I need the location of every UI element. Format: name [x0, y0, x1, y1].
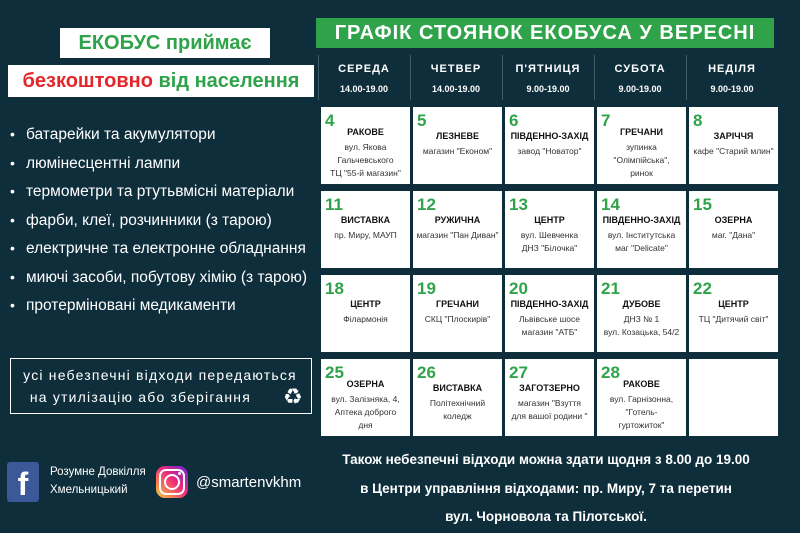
cell-address-line: пр. Миру, МАУП	[334, 230, 397, 240]
list-item-text: протерміновані медикаменти	[26, 297, 236, 314]
day-header	[686, 55, 777, 100]
bullet-icon: •	[10, 126, 15, 142]
cell-address-line: ТЦ "Дитячий світ"	[698, 314, 769, 324]
list-item	[10, 234, 315, 263]
list-item-text: люмінесцентні лампи	[26, 154, 181, 172]
day-name: СУБОТА	[614, 63, 666, 75]
cell-address-line: зупинка	[626, 142, 657, 152]
list-item	[10, 206, 315, 235]
day-name: П'ЯТНИЦЯ	[515, 63, 581, 75]
list-item-text: електричне та електронне обладнання	[26, 240, 306, 257]
cell-district: ГРЕЧАНИ	[620, 127, 663, 137]
schedule-cell	[413, 107, 502, 184]
schedule-cell	[505, 275, 594, 352]
cell-address-line: вул. Якова	[344, 142, 387, 152]
cell-address-line: Політехнічний	[429, 398, 486, 408]
cell-address-line: Гальчевського	[337, 155, 394, 165]
list-item	[10, 149, 315, 178]
cell-date: 26	[417, 363, 436, 382]
cell-date: 11	[325, 195, 343, 214]
schedule-cell	[597, 275, 686, 352]
day-header	[502, 55, 593, 100]
cell-date: 4	[325, 111, 335, 130]
schedule-cell	[689, 107, 778, 184]
day-time: 9.00-19.00	[710, 84, 754, 94]
list-item-text: фарби, клеї, розчинники (з тарою)	[26, 211, 272, 229]
note-line2: на утилізацію або зберігання	[29, 389, 251, 405]
cell-date: 22	[693, 279, 712, 298]
cell-address-line: дня	[358, 420, 373, 430]
cell-district: ОЗЕРНА	[714, 215, 753, 225]
cell-date: 6	[509, 111, 519, 130]
cell-address-line: коледж	[443, 411, 472, 421]
facebook-name-line1: Розумне Довкілля	[50, 466, 146, 478]
bullet-icon: •	[10, 183, 15, 199]
cell-date: 18	[325, 279, 344, 298]
cell-date: 5	[417, 111, 427, 130]
cell-district: ЦЕНТР	[718, 299, 749, 309]
list-item	[10, 291, 315, 320]
cell-address-line: СКЦ "Плоскирів"	[424, 314, 491, 324]
bullet-icon: •	[10, 297, 15, 313]
recycle-icon: ♻	[283, 384, 303, 409]
cell-address-line: ДНЗ № 1	[623, 314, 660, 324]
cell-date: 8	[693, 111, 703, 130]
cell-district: ЦЕНТР	[350, 299, 381, 309]
list-item-text: миючі засоби, побутову хімію (з тарою)	[26, 268, 308, 286]
cell-district: РАКОВЕ	[347, 127, 384, 137]
schedule-cell	[505, 107, 594, 184]
cell-district: ПІВДЕННО-ЗАХІД	[510, 131, 589, 141]
cell-district: ДУБОВЕ	[622, 299, 661, 309]
cell-date: 15	[693, 195, 712, 214]
day-header	[318, 55, 409, 100]
cell-address-line: маг "Delicate"	[615, 243, 668, 253]
accepted-items-list	[10, 120, 315, 320]
schedule-cell	[689, 275, 778, 352]
cell-address-line: завод "Новатор"	[517, 146, 582, 156]
cell-address-line: ДНЗ "Білочка"	[521, 243, 578, 253]
cell-date: 27	[509, 363, 528, 382]
cell-district: ВИСТАВКА	[432, 383, 483, 393]
cell-address-line: магазин "АТБ"	[521, 327, 578, 337]
cell-district: ЛЕЗНЕВЕ	[436, 131, 479, 141]
day-name: ЧЕТВЕР	[430, 63, 482, 75]
instagram-icon[interactable]	[156, 466, 188, 498]
schedule-cell	[321, 107, 410, 184]
schedule-cell	[321, 359, 410, 436]
day-header	[594, 55, 685, 100]
banner-free-red: безкоштовно	[22, 70, 153, 92]
cell-address-line: магазин "Пан Диван"	[416, 230, 499, 240]
disposal-note	[10, 358, 312, 414]
cell-district: ЗАРІЧЧЯ	[713, 131, 754, 141]
schedule-cell	[505, 191, 594, 268]
cell-address-line: кафе "Старий млин"	[693, 146, 774, 156]
cell-address-line: вул. Залізняка, 4,	[331, 394, 400, 404]
footer-line3: вул. Чорновола та Пілотської.	[445, 509, 647, 524]
cell-address-line: Філармонія	[343, 314, 388, 324]
bullet-icon: •	[10, 268, 15, 285]
cell-date: 13	[509, 195, 528, 214]
cell-address-line: вул. Інститутська	[607, 230, 676, 240]
footer-line1: Також небезпечні відходи можна здати щодня з 8.00 до 19.00	[342, 452, 750, 467]
day-header	[410, 55, 501, 100]
cell-address-line: вул. Козацька, 54/2	[603, 327, 680, 337]
cell-district: РАКОВЕ	[623, 379, 660, 389]
cell-date: 28	[601, 363, 620, 382]
cell-address-line: Львівське шосе	[519, 314, 580, 324]
cell-district: ЦЕНТР	[534, 215, 565, 225]
cell-district: РУЖИЧНА	[434, 215, 481, 225]
schedule-cell	[597, 359, 686, 436]
day-time: 9.00-19.00	[526, 84, 570, 94]
cell-address-line: магазин "Економ"	[422, 146, 493, 156]
cell-date: 25	[325, 363, 344, 382]
banner-ekobus: ЕКОБУС приймає	[60, 28, 270, 58]
schedule-cell	[321, 275, 410, 352]
cell-address-line: маг. "Дана"	[711, 230, 756, 240]
list-item-text: термометри та ртутьвмісні матеріали	[26, 183, 295, 200]
cell-date: 20	[509, 279, 528, 298]
cell-address-line: "Готель-	[625, 407, 658, 417]
schedule-cell	[597, 191, 686, 268]
list-item-text: батарейки та акумулятори	[26, 126, 216, 143]
schedule-cell	[321, 191, 410, 268]
cell-address-line: вул. Шевченка	[520, 230, 579, 240]
cell-district: ГРЕЧАНИ	[436, 299, 479, 309]
cell-address-line: ринок	[630, 168, 653, 178]
banner-free-green: від населення	[158, 70, 300, 92]
list-item	[10, 177, 315, 206]
schedule-title: ГРАФІК СТОЯНОК ЕКОБУСА У ВЕРЕСНІ	[316, 18, 774, 48]
cell-date: 14	[601, 195, 620, 214]
cell-address-line: вул. Гарнізонна,	[609, 394, 674, 404]
cell-address-line: магазин "Взуття	[518, 398, 581, 408]
cell-address-line: Аптека доброго	[334, 407, 397, 417]
bullet-icon: •	[10, 240, 15, 256]
schedule-cell	[413, 191, 502, 268]
bullet-icon: •	[10, 154, 15, 171]
cell-district: ПІВДЕННО-ЗАХІД	[510, 299, 589, 309]
facebook-name-line2: Хмельницький	[50, 484, 128, 496]
list-item	[10, 120, 315, 149]
facebook-icon[interactable]: f	[7, 462, 39, 502]
cell-date: 19	[417, 279, 436, 298]
cell-address-line: гуртожиток"	[618, 420, 665, 430]
day-time: 14.00-19.00	[431, 84, 481, 94]
cell-address-line: "Олімпійська",	[613, 155, 670, 165]
schedule-cell	[689, 359, 778, 436]
day-time: 14.00-19.00	[339, 84, 389, 94]
schedule-cell	[413, 275, 502, 352]
cell-date: 7	[601, 111, 611, 130]
cell-address-line: ТЦ "55-й магазин"	[330, 168, 401, 178]
cell-address-line: для вашої родини "	[511, 411, 588, 421]
note-line1: усі небезпечні відходи передаються	[23, 367, 297, 383]
bullet-icon: •	[10, 211, 15, 228]
footer-line2: в Центри управління відходами: пр. Миру, 7 та перетин	[360, 481, 732, 496]
schedule-cell	[597, 107, 686, 184]
schedule-cell	[413, 359, 502, 436]
list-item	[10, 263, 315, 292]
schedule-cell	[505, 359, 594, 436]
day-name: СЕРЕДА	[338, 63, 390, 75]
cell-date: 21	[601, 279, 620, 298]
day-name: НЕДІЛЯ	[708, 63, 756, 75]
cell-district: ЗАГОТЗЕРНО	[519, 383, 580, 393]
day-time: 9.00-19.00	[618, 84, 662, 94]
banner-free	[8, 65, 314, 97]
instagram-handle[interactable]: @smartenvkhm	[196, 474, 302, 491]
cell-district: ОЗЕРНА	[346, 379, 385, 389]
cell-district: ВИСТАВКА	[340, 215, 391, 225]
schedule-cell	[689, 191, 778, 268]
cell-district: ПІВДЕННО-ЗАХІД	[602, 215, 681, 225]
facebook-page-name[interactable]	[50, 463, 146, 499]
cell-date: 12	[417, 195, 436, 214]
